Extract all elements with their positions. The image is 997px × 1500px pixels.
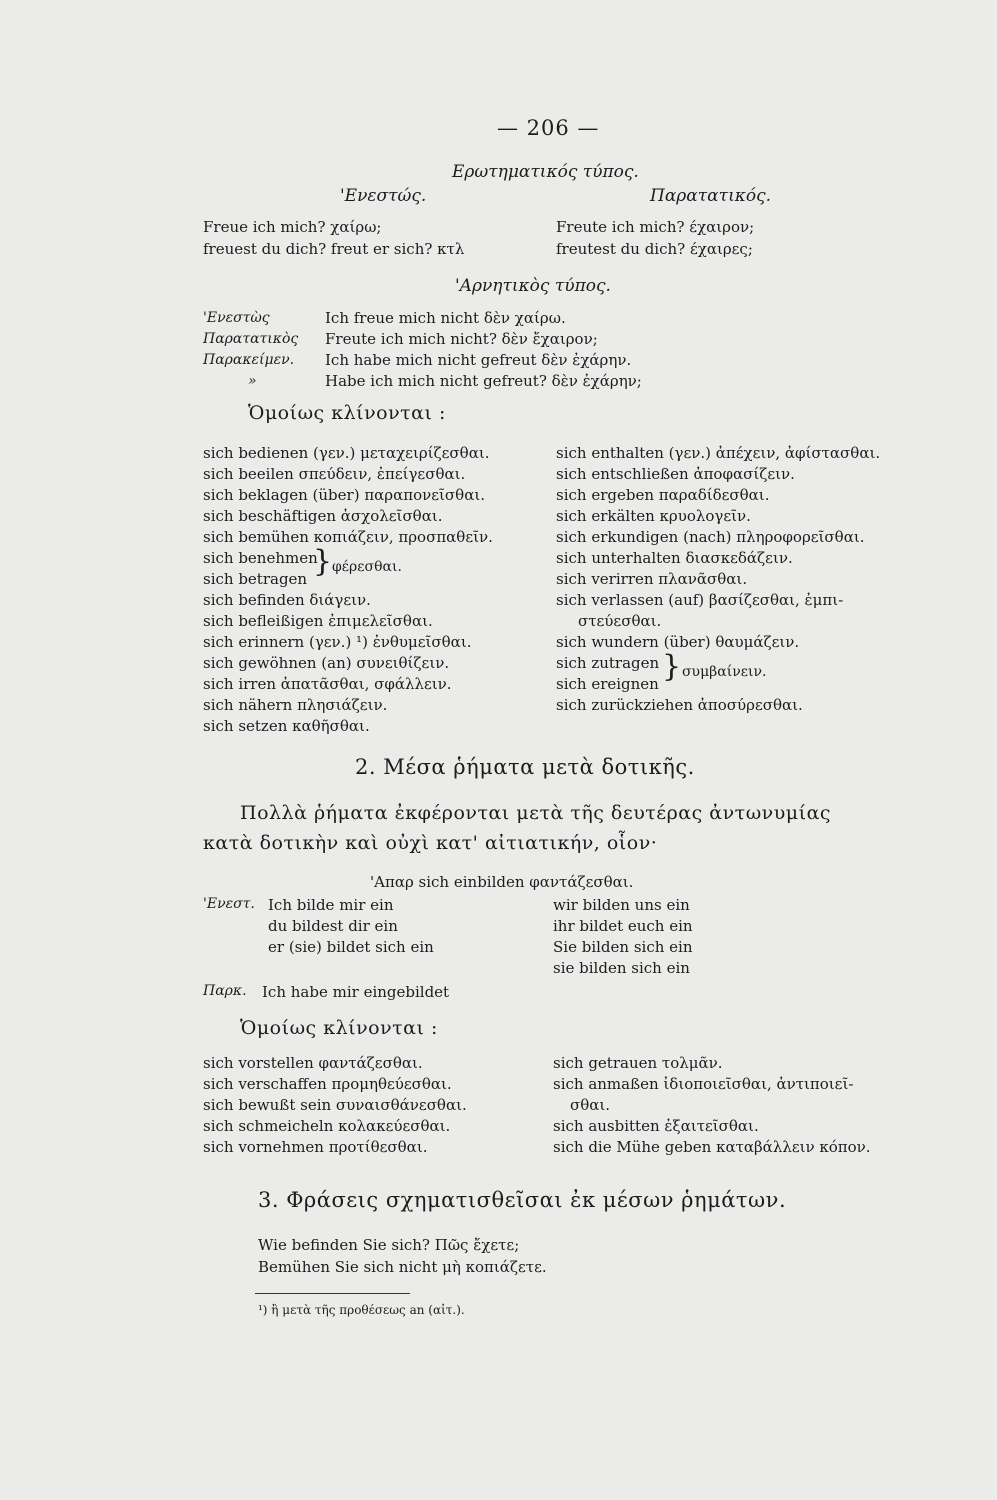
negative-text: Ich habe mich nicht gefreut δὲν ἐχάρην. [325, 351, 632, 369]
verb-entry: sich ausbitten ἐξαιτεῖσθαι. [553, 1117, 759, 1135]
perfect-label: Παρκ. [203, 983, 247, 999]
conjugation-line: ihr bildet euch ein [553, 917, 693, 935]
verb-entry: sich verlassen (auf) βασίζεσθαι, ἐμπι- [556, 591, 844, 609]
interrogative-left-line: Freue ich mich? χαίρω; [203, 218, 382, 236]
verb-entry: sich ereignen [556, 675, 659, 693]
similarly-heading: Ὁμοίως κλίνονται : [240, 1017, 438, 1039]
verb-entry: sich betragen [203, 570, 308, 588]
verb-entry: sich erkälten κρυολογεῖν. [556, 507, 751, 525]
similarly-heading: Ὁμοίως κλίνονται : [248, 402, 446, 424]
negative-label: Παρακείμεν. [203, 352, 295, 368]
page-number: — 206 — [497, 116, 600, 140]
verb-entry-continuation: σθαι. [570, 1096, 611, 1114]
negative-text: Ich freue mich nicht δὲν χαίρω. [325, 309, 566, 327]
verb-entry: sich befleißigen ἐπιμελεῖσθαι. [203, 612, 433, 630]
verb-entry: sich bedienen (γεν.) μεταχειρίζεσθαι. [203, 444, 490, 462]
verb-entry: sich ergeben παραδίδεσθαι. [556, 486, 770, 504]
conjugation-line: Sie bilden sich ein [553, 938, 693, 956]
verb-entry: sich erinnern (γεν.) ¹) ἐνθυμεῖσθαι. [203, 633, 472, 651]
brace-translation: φέρεσθαι. [332, 559, 402, 575]
verb-entry: sich schmeicheln κολακεύεσθαι. [203, 1117, 451, 1135]
verb-entry: sich erkundigen (nach) πληροφορεῖσθαι. [556, 528, 865, 546]
conjugation-line: Ich bilde mir ein [268, 896, 394, 914]
verb-entry: sich verirren πλανᾶσθαι. [556, 570, 748, 588]
verb-entry: sich enthalten (γεν.) ἀπέχειν, ἀφίστασθαι. [556, 444, 881, 462]
footnote-divider [255, 1293, 410, 1294]
verb-entry: sich unterhalten διασκεδάζειν. [556, 549, 793, 567]
verb-entry: sich benehmen [203, 549, 318, 567]
section-2-paragraph: Πολλὰ ῥήματα ἐκφέρονται μετὰ τῆς δευτέρας ἀντωνυμίας [240, 802, 832, 824]
verb-entry: sich vorstellen φαντάζεσθαι. [203, 1054, 423, 1072]
brace-symbol: } [662, 649, 682, 684]
negative-title: 'Αρνητικὸς τύπος. [455, 276, 611, 296]
negative-text: Habe ich mich nicht gefreut? δὲν ἐχάρην; [325, 372, 642, 390]
negative-label: 'Ενεστὼς [203, 310, 270, 326]
verb-entry: sich setzen καθῆσθαι. [203, 717, 370, 735]
conjugation-line: er (sie) bildet sich ein [268, 938, 434, 956]
section-2-heading: 2. Μέσα ῥήματα μετὰ δοτικῆς. [355, 755, 695, 779]
verb-entry: sich nähern πλησιάζειν. [203, 696, 388, 714]
interrogative-right-line: Freute ich mich? έχαιρον; [556, 218, 755, 236]
negative-label: » [248, 373, 257, 389]
brace-translation: συμβαίνειν. [682, 664, 767, 680]
conjugation-line: Ich habe mir eingebildet [262, 983, 450, 1001]
verb-entry-continuation: στεύεσθαι. [578, 612, 662, 630]
verb-entry: sich wundern (über) θαυμάζειν. [556, 633, 800, 651]
verb-entry: sich getrauen τολμᾶν. [553, 1054, 723, 1072]
conjugation-line: du bildest dir ein [268, 917, 398, 935]
interrogative-left-line: freuest du dich? freut er sich? κτλ [203, 240, 465, 258]
verb-entry: sich verschaffen προμηθεύεσθαι. [203, 1075, 452, 1093]
verb-entry: sich anmaßen ἰδιοποιεῖσθαι, ἀντιποιεῖ- [553, 1075, 854, 1093]
verb-entry: sich zurückziehen ἀποσύρεσθαι. [556, 696, 803, 714]
interrogative-present-heading: 'Ενεστώς. [340, 186, 427, 206]
interrogative-right-line: freutest du dich? έχαιρες; [556, 240, 753, 258]
footnote: ¹) ἢ μετὰ τῆς προθέσεως an (αἰτ.). [258, 1303, 465, 1317]
interrogative-imperfect-heading: Παρατατικός. [650, 186, 772, 206]
verb-entry: sich entschließen ἀποφασίζειν. [556, 465, 795, 483]
present-label: 'Ενεστ. [203, 896, 255, 912]
verb-entry: sich zutragen [556, 654, 660, 672]
conjugation-line: wir bilden uns ein [553, 896, 690, 914]
verb-entry: sich beeilen σπεύδειν, ἐπείγεσθαι. [203, 465, 466, 483]
verb-entry: sich beklagen (über) παραπονεῖσθαι. [203, 486, 485, 504]
verb-entry: sich irren ἀπατᾶσθαι, σφάλλειν. [203, 675, 452, 693]
verb-entry: sich gewöhnen (an) συνειθίζειν. [203, 654, 450, 672]
brace-symbol: } [313, 544, 333, 579]
phrase-line: Wie befinden Sie sich? Πῶς ἔχετε; [258, 1236, 520, 1254]
negative-label: Παρατατικὸς [203, 331, 299, 347]
verb-entry: sich bewußt sein συναισθάνεσθαι. [203, 1096, 467, 1114]
phrase-line: Bemühen Sie sich nicht μὴ κοπιάζετε. [258, 1258, 547, 1276]
verb-entry: sich befinden διάγειν. [203, 591, 371, 609]
example-infinitive: 'Απαρ sich einbilden φαντάζεσθαι. [370, 873, 634, 891]
verb-entry: sich vornehmen προτίθεσθαι. [203, 1138, 428, 1156]
interrogative-title: Ερωτηματικός τύπος. [452, 162, 639, 182]
negative-text: Freute ich mich nicht? δὲν ἔχαιρον; [325, 330, 598, 348]
section-2-paragraph: κατὰ δοτικὴν καὶ οὐχὶ κατ' αἰτιατικήν, οἷον· [203, 832, 658, 854]
verb-entry: sich die Mühe geben καταβάλλειν κόπον. [553, 1138, 871, 1156]
verb-entry: sich bemühen κοπιάζειν, προσπαθεῖν. [203, 528, 493, 546]
section-3-heading: 3. Φράσεις σχηματισθεῖσαι ἐκ μέσων ῥημάτων. [258, 1188, 787, 1212]
verb-entry: sich beschäftigen ἀσχολεῖσθαι. [203, 507, 443, 525]
conjugation-line: sie bilden sich ein [553, 959, 690, 977]
